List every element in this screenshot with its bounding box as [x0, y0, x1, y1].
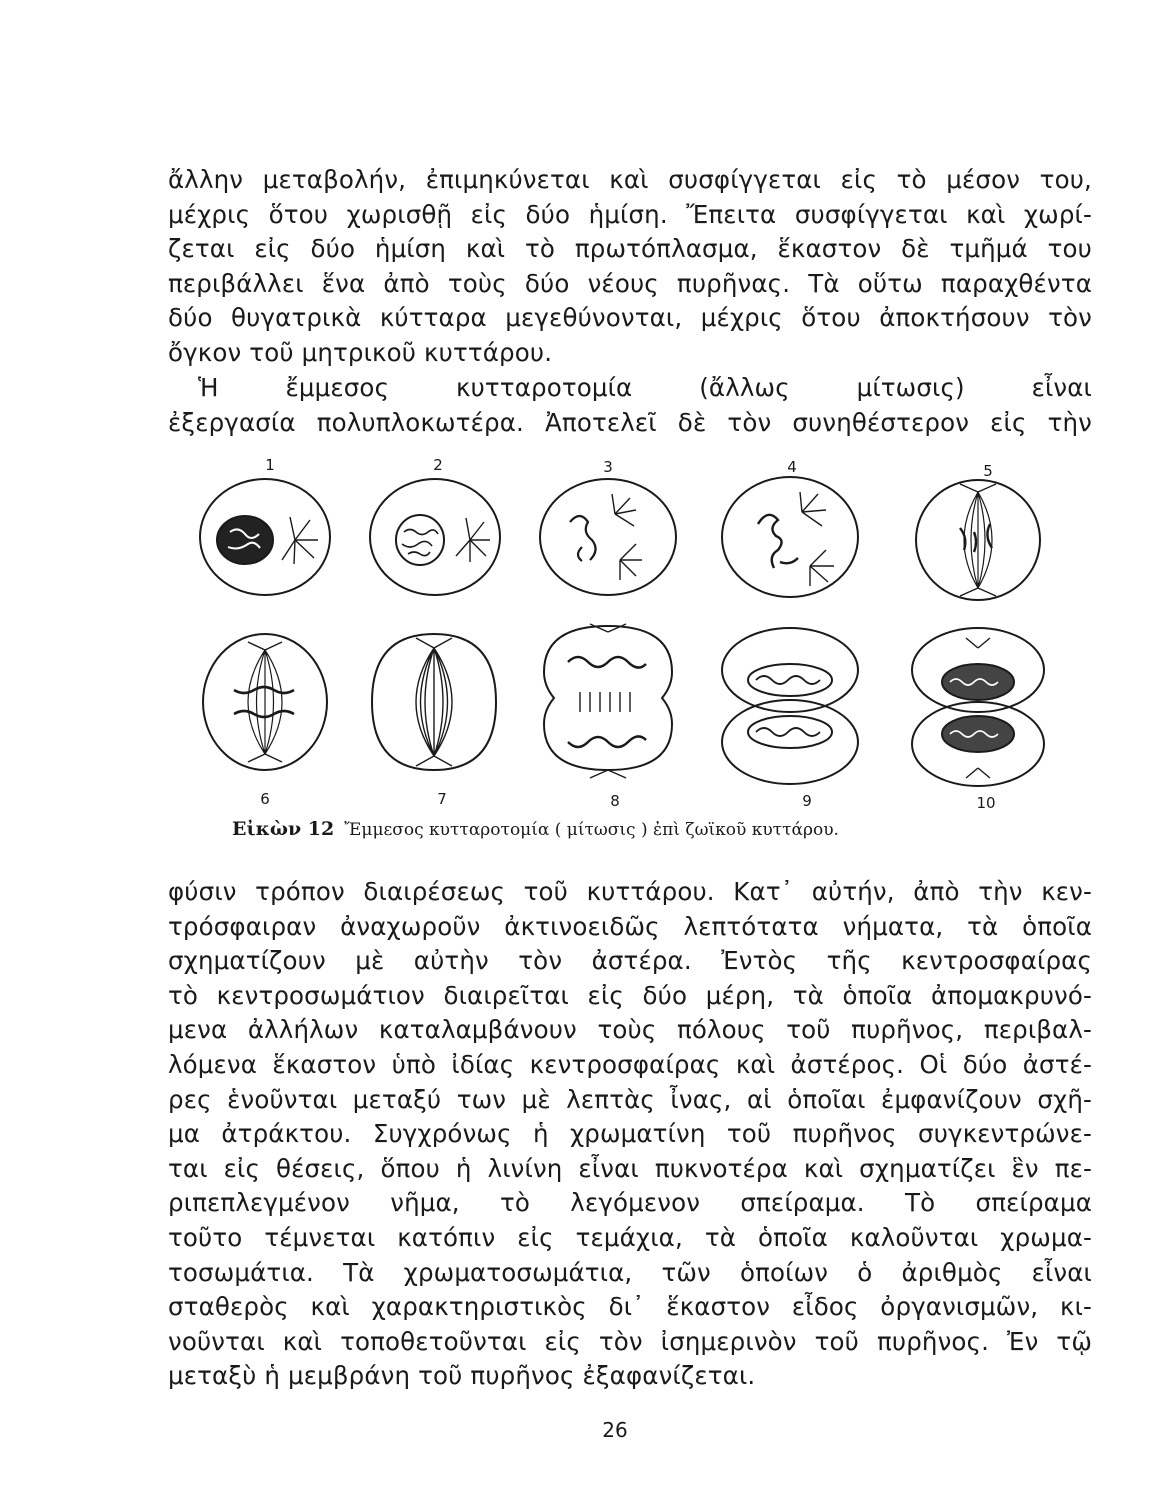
- stage-6-cell: [203, 634, 327, 770]
- stage-9-cell: [722, 628, 858, 784]
- page-number: 26: [602, 1418, 628, 1442]
- text-line: δύο θυγατρικὰ κύτταρα μεγεθύνονται, μέχρις ὅτου ἀποκτήσουν τὸν: [168, 303, 1092, 333]
- text-line: σταθερὸς καὶ χαρακτηριστικὸς δι᾿ ἕκαστον εἶδος ὀργανισμῶν, κι-: [168, 1292, 1092, 1322]
- figure-caption: [232, 818, 1052, 840]
- figure-number-6: 6: [260, 790, 270, 808]
- figure-number-4: 4: [787, 458, 797, 476]
- text-line: τοσωμάτια. Τὰ χρωματοσωμάτια, τῶν ὁποίων ὁ ἀριθμὸς εἶναι: [168, 1257, 1092, 1287]
- stage-2-cell: [370, 479, 500, 595]
- text-line: ται εἰς θέσεις, ὅπου ἡ λινίνη εἶναι πυκνοτέρα καὶ σχηματίζει ἓν πε-: [168, 1153, 1092, 1183]
- text-line: μέχρις ὅτου χωρισθῇ εἰς δύο ἡμίση. Ἔπειτα συσφίγγεται καὶ χωρί-: [168, 199, 1092, 229]
- text-line: μα ἀτράκτου. Συγχρόνως ἡ χρωματίνη τοῦ πυρῆνος συγκεντρώνε-: [168, 1119, 1092, 1149]
- stage-4-cell: [722, 477, 858, 597]
- text-line: νοῦνται καὶ τοποθετοῦνται εἰς τὸν ἰσημερινὸν τοῦ πυρῆνος. Ἐν τῷ: [168, 1326, 1092, 1356]
- stage-8-cell: [544, 624, 672, 778]
- text-line: τρόσφαιραν ἀναχωροῦν ἀκτινοειδῶς λεπτότατα νήματα, τὰ ὁποῖα: [168, 911, 1092, 941]
- figure-number-10: 10: [976, 794, 996, 812]
- text-line: τοῦτο τέμνεται κατόπιν εἰς τεμάχια, τὰ ὁποῖα καλοῦνται χρωμα-: [168, 1222, 1092, 1252]
- text-line: ὄγκον τοῦ μητρικοῦ κυττάρου.: [168, 337, 553, 367]
- figure-number-1: 1: [265, 456, 275, 474]
- text-line: Ἡ ἔμμεσος κυτταροτομία (ἄλλως μίτωσις) εἶναι: [198, 373, 1092, 402]
- text-line: ριπεπλεγμένον νῆμα, τὸ λεγόμενον σπείραμα. Τὸ σπείραμα: [168, 1188, 1092, 1218]
- paragraph-2: [168, 371, 1092, 440]
- text-line: μενα ἀλλήλων καταλαμβάνουν τοὺς πόλους τοῦ πυρῆνος, περιβαλ-: [168, 1015, 1092, 1045]
- stage-7-cell: [372, 634, 496, 770]
- figure-number-9: 9: [802, 792, 812, 810]
- stage-10-cell: [912, 628, 1044, 786]
- paragraph-1: [168, 163, 1092, 371]
- text-line: σχηματίζουν μὲ αὐτὴν τὸν ἀστέρα. Ἐντὸς τῆς κεντροσφαίρας: [168, 946, 1092, 976]
- text-line: λόμενα ἕκαστον ὑπὸ ἰδίας κεντροσφαίρας καὶ ἀστέρος. Οἱ δύο ἀστέ-: [168, 1049, 1092, 1079]
- text-line: μεταξὺ ἡ μεμβράνη τοῦ πυρῆνος ἐξαφανίζεται.: [168, 1361, 756, 1391]
- figure-label: Εἰκὼν 12: [232, 818, 335, 840]
- text-line: ἐξεργασία πολυπλοκωτέρα. Ἀποτελεῖ δὲ τὸν συνηθέστερον εἰς τὴν: [168, 407, 1092, 437]
- figure-number-2: 2: [433, 456, 443, 474]
- caption-text: Ἔμμεσος κυτταροτομία ( μίτωσις ) ἐπὶ ζωϊκοῦ κυττάρου.: [344, 820, 839, 840]
- text-line: φύσιν τρόπον διαιρέσεως τοῦ κυττάρου. Κατ᾿ αὐτήν, ἀπὸ τὴν κεν-: [168, 877, 1092, 906]
- text-line: ἄλλην μεταβολήν, ἐπιμηκύνεται καὶ συσφίγγεται εἰς τὸ μέσον του,: [168, 165, 1092, 194]
- mitosis-stages-diagram: [190, 452, 1050, 852]
- stage-5-cell: [916, 480, 1040, 600]
- stage-3-cell: [540, 479, 676, 595]
- text-line: ζεται εἰς δύο ἡμίση καὶ τὸ πρωτόπλασμα, ἕκαστον δὲ τμῆμά του: [168, 234, 1092, 264]
- text-line: ρες ἑνοῦνται μεταξύ των μὲ λεπτὰς ἶνας, αἱ ὁποῖαι ἐμφανίζουν σχῆ-: [168, 1084, 1092, 1114]
- figure-number-8: 8: [610, 792, 620, 810]
- paragraph-3: [168, 875, 1092, 1394]
- figure-number-5: 5: [983, 462, 993, 480]
- text-line: περιβάλλει ἕνα ἀπὸ τοὺς δύο νέους πυρῆνας. Τὰ οὕτω παραχθέντα: [168, 268, 1092, 298]
- figure-number-3: 3: [603, 458, 613, 476]
- text-line: τὸ κεντροσωμάτιον διαιρεῖται εἰς δύο μέρη, τὰ ὁποῖα ἀπομακρυνό-: [168, 980, 1092, 1010]
- mitosis-figure: [190, 452, 1050, 852]
- stage-1-cell: [200, 479, 330, 595]
- figure-number-7: 7: [437, 790, 447, 808]
